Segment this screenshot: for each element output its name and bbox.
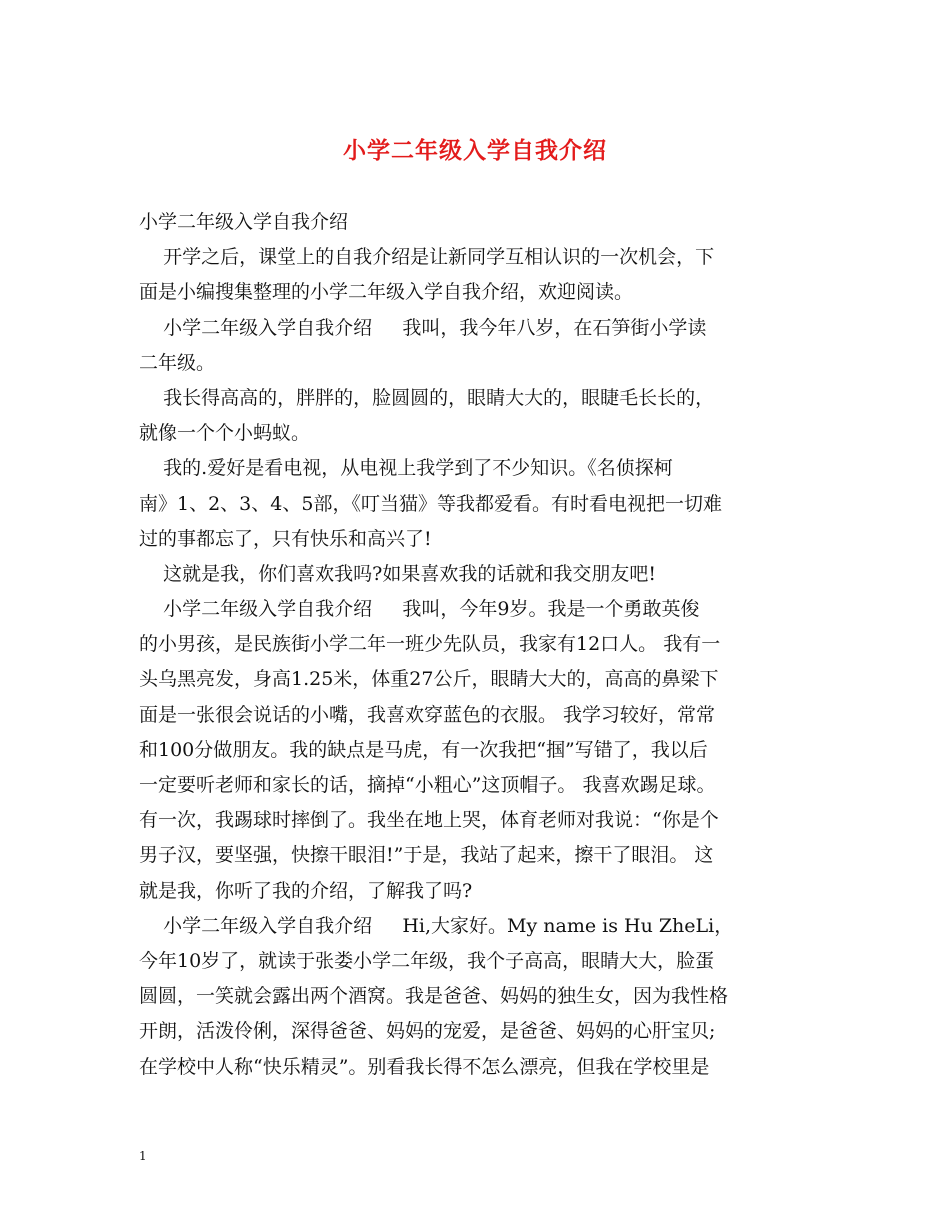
text-line: 有一次，我踢球时摔倒了。我坐在地上哭，体育老师对我说：“你是个	[139, 809, 719, 832]
document-body	[139, 205, 829, 1085]
text-line: 开朗，活泼伶俐，深得爸爸、妈妈的宠爱，是爸爸、妈妈的心肝宝贝;	[139, 1020, 716, 1043]
text-line: 在学校中人称“快乐精灵”。别看我长得不怎么漂亮，但我在学校里是	[139, 1055, 710, 1078]
text-line: 和100分做朋友。我的缺点是马虎，有一次我把“掴”写错了，我以后	[139, 738, 708, 761]
text-line: 就像一个个小蚂蚁。	[139, 422, 311, 445]
text-line: 小学二年级入学自我介绍 Hi,大家好。My name is Hu ZheLi，	[139, 914, 734, 937]
text-line: 二年级。	[139, 351, 216, 374]
page-number: 1	[139, 1149, 147, 1163]
text-line: 面是一张很会说话的小嘴，我喜欢穿蓝色的衣服。 我学习较好，常常	[139, 703, 716, 726]
text-line: 就是我，你听了我的介绍，了解我了吗?	[139, 879, 473, 902]
text-line: 我长得高高的，胖胖的，脸圆圆的，眼睛大大的，眼睫毛长长的，	[139, 386, 715, 409]
text-line: 过的事都忘了，只有快乐和高兴了!	[139, 527, 432, 550]
text-line: 一定要听老师和家长的话，摘掉“小粗心”这顶帽子。 我喜欢踢足球。	[139, 774, 716, 796]
text-line: 的小男孩，是民族街小学二年一班少先队员，我家有12口人。 我有一	[139, 633, 721, 656]
text-line: 开学之后，课堂上的自我介绍是让新同学互相认识的一次机会，下	[139, 246, 715, 269]
text-line: 男子汉，要坚强，快擦干眼泪!”于是，我站了起来，擦干了眼泪。 这	[139, 844, 714, 867]
text-line: 小学二年级入学自我介绍 我叫，我今年八岁，在石笋街小学读	[139, 316, 707, 339]
text-line: 小学二年级入学自我介绍	[139, 211, 349, 233]
text-line: 头乌黑亮发，身高1.25米，体重27公斤，眼睛大大的，高高的鼻梁下	[139, 668, 719, 691]
text-line: 小学二年级入学自我介绍 我叫，今年9岁。我是一个勇敢英俊	[139, 598, 700, 621]
text-line: 今年10岁了，就读于张娄小学二年级，我个子高高，眼睛大大，脸蛋	[139, 949, 715, 972]
page-title: 小学二年级入学自我介绍	[343, 137, 607, 164]
text-line: 南》1、2、3、4、5部，《叮当猫》等我都爱看。有时看电视把一切难	[139, 492, 722, 515]
text-line: 圆圆，一笑就会露出两个酒窝。我是爸爸、妈妈的独生女，因为我性格	[139, 985, 729, 1008]
text-line: 面是小编搜集整理的小学二年级入学自我介绍，欢迎阅读。	[139, 281, 634, 304]
text-line: 这就是我，你们喜欢我吗?如果喜欢我的话就和我交朋友吧!	[139, 562, 656, 585]
text-line: 我的.爱好是看电视，从电视上我学到了不少知识。《名侦探柯	[139, 457, 673, 480]
